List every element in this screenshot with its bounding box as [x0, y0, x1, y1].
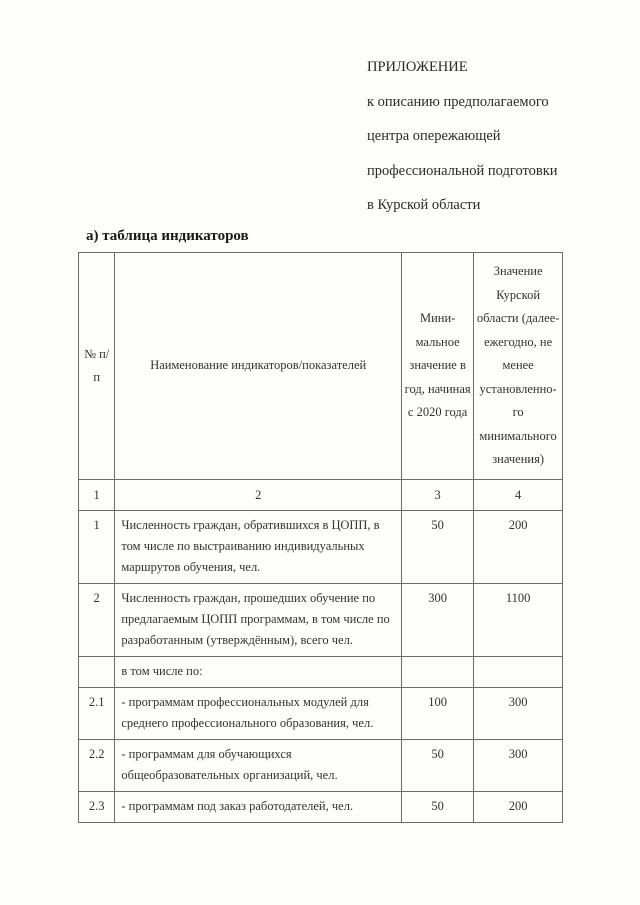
table-row	[79, 584, 563, 657]
row-min: 50	[402, 792, 474, 823]
row-value: 200	[474, 511, 563, 584]
row-value	[474, 657, 563, 688]
table-row	[79, 792, 563, 823]
row-num: 2.1	[79, 688, 115, 740]
row-min	[402, 657, 474, 688]
row-min: 50	[402, 511, 474, 584]
row-num: 2.2	[79, 740, 115, 792]
column-number: 3	[402, 480, 474, 511]
table-header-row	[79, 253, 563, 480]
row-min: 300	[402, 584, 474, 657]
table-row	[79, 688, 563, 740]
row-value: 1100	[474, 584, 563, 657]
appendix-line: профессиональной подготовки	[367, 162, 558, 179]
appendix-caption	[367, 50, 558, 223]
column-number: 2	[115, 480, 402, 511]
appendix-title: ПРИЛОЖЕНИЕ	[367, 59, 468, 75]
row-name: Численность граждан, прошедших обучение по предлагаемым ЦОПП программам, в том числе по разработанным (утверждённым), всего чел.	[115, 584, 402, 657]
row-num: 1	[79, 511, 115, 584]
row-num	[79, 657, 115, 688]
header-num: № п/п	[79, 253, 115, 480]
row-name: в том числе по:	[115, 657, 402, 688]
column-number: 4	[474, 480, 563, 511]
row-min: 50	[402, 740, 474, 792]
header-value: Значение Курской области (далее-ежегодно, не менее установленно-го минимального значения)	[474, 253, 563, 480]
table-row	[79, 657, 563, 688]
header-name: Наименование индикаторов/показателей	[115, 253, 402, 480]
appendix-line: к описанию предполагаемого	[367, 93, 549, 110]
row-min: 100	[402, 688, 474, 740]
header-min: Мини-мальное значение в год, начиная с 2020 года	[402, 253, 474, 480]
appendix-line: центра опережающей	[367, 128, 501, 144]
row-name: Численность граждан, обратившихся в ЦОПП, в том числе по выстраиванию индивидуальных маршрутов обучения, чел.	[115, 511, 402, 584]
table-row	[79, 740, 563, 792]
row-num: 2	[79, 584, 115, 657]
row-num: 2.3	[79, 792, 115, 823]
row-name: - программам под заказ работодателей, чел.	[115, 792, 402, 823]
appendix-line: в Курской области	[367, 197, 481, 213]
column-number: 1	[79, 480, 115, 511]
row-name: - программам профессиональных модулей для среднего профессионального образования, чел.	[115, 688, 402, 740]
row-name: - программам для обучающихся общеобразовательных организаций, чел.	[115, 740, 402, 792]
indicators-table	[78, 252, 563, 823]
table-row	[79, 511, 563, 584]
row-value: 300	[474, 688, 563, 740]
row-value: 200	[474, 792, 563, 823]
column-numbers-row	[79, 480, 563, 511]
row-value: 300	[474, 740, 563, 792]
table-title: а) таблица индикаторов	[86, 228, 249, 244]
